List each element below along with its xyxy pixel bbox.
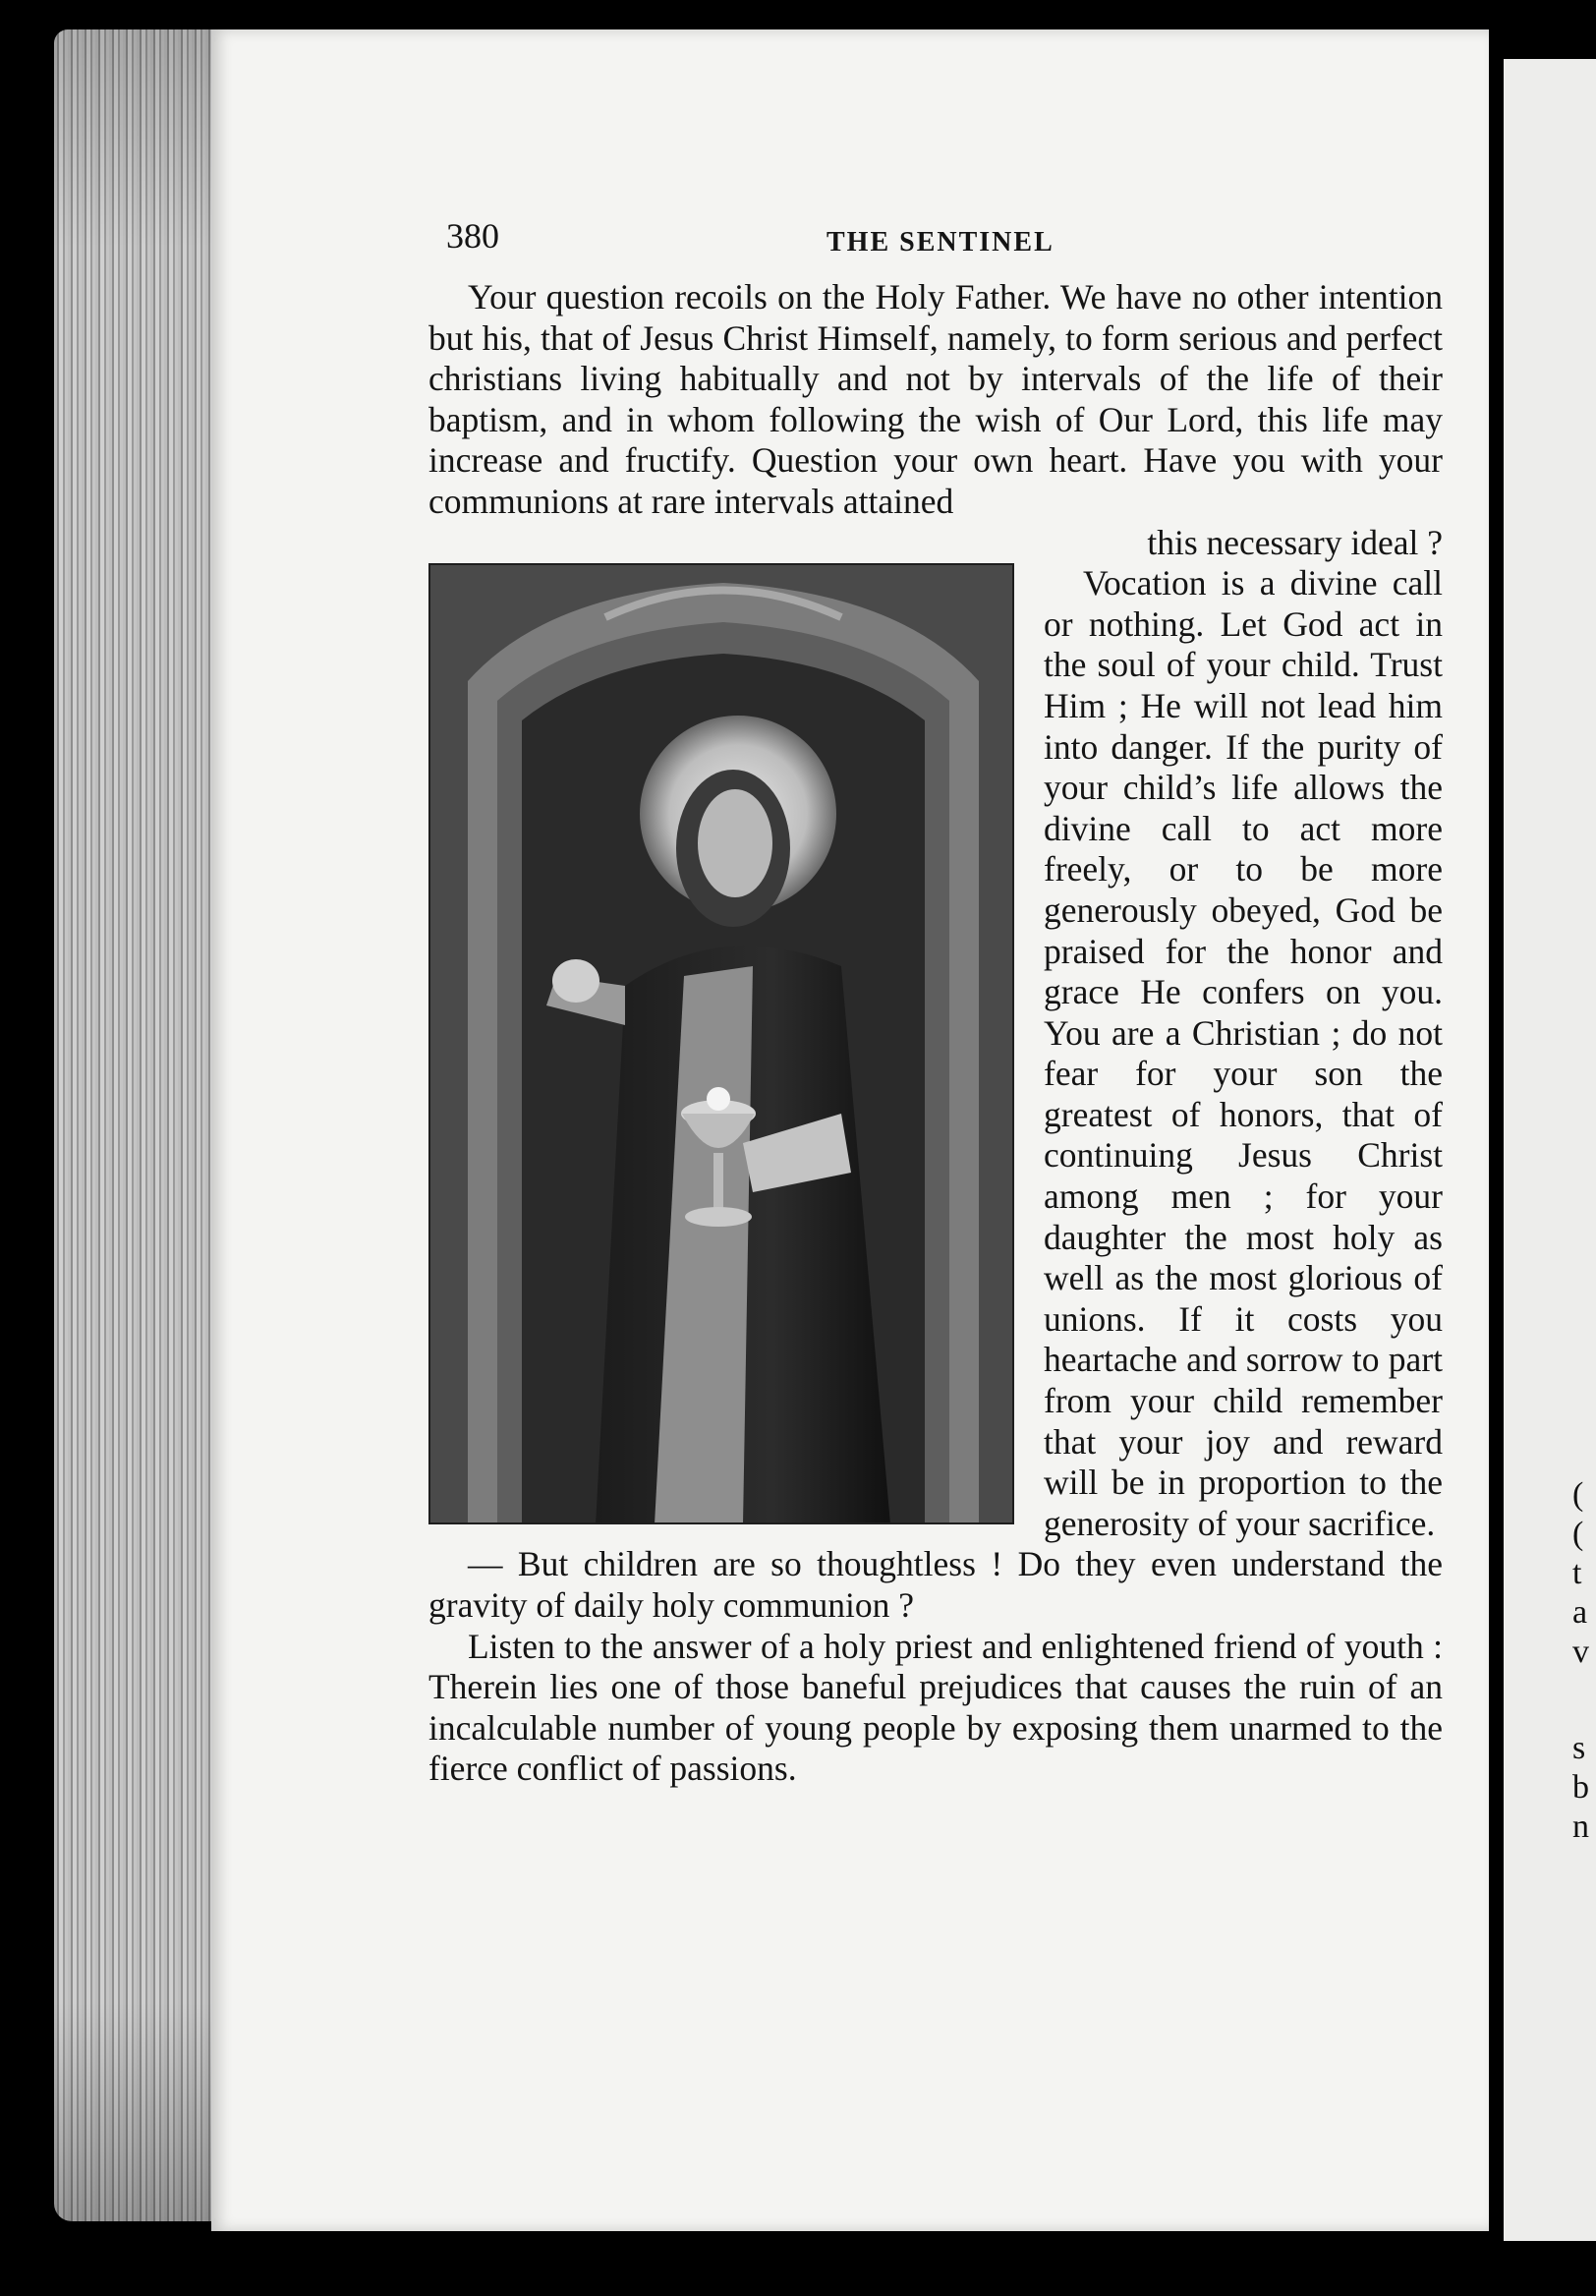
illustration-image [428,563,1014,1524]
facing-fragment: s [1572,1730,1586,1766]
figure-and-paragraph-2 [428,563,1443,1544]
paragraph-1: Your question recoils on the Holy Father. We have no other intention but his, that of Jesus Christ Himself, namely, to form serious and perfect christians living habitually and not by intervals of the life of their baptism, and in whom following the wish of Our Lord, this life may increase and fructify. Question your own heart. Have you with your communions at rare intervals attained [428,277,1443,521]
text-column [428,216,1443,1790]
paragraph-1-tail: this necessary ideal ? [1147,522,1443,562]
paragraph-2: Vocation is a divine call or nothing. Let God act in the soul of your child. Trust Him ; He will not lead him into danger. If the purity of your child’s life allows the divine call to act more freely, or to be more generously obeyed, God be praised for the honor and grace He confers on you. You are a Christian ; do not fear for your son the greatest of honors, that of continuing Jesus Christ among men ; for your daughter the most holy as well as the most glorious of unions. If it costs you heartache and sorrow to part from your child remember that your joy and reward will be in proportion to the generosity of your sacrifice. [1044,563,1443,1543]
christ-with-chalice-illustration [428,563,1014,1524]
paragraph-3: — But children are so thoughtless ! Do they even understand the gravity of daily holy communion ? [428,1544,1443,1625]
facing-fragment: t [1572,1555,1582,1591]
book-page-edges [54,29,221,2221]
facing-fragment: a [1572,1594,1588,1631]
page-number: 380 [446,216,499,256]
facing-fragment: b [1572,1769,1589,1806]
facing-fragment: ( [1572,1476,1584,1513]
paragraph-4: Listen to the answer of a holy priest and enlightened friend of youth : Therein lies one of those baneful prejudices that causes the ruin of an incalculable number of young people by exposing them unarmed to the fierce conflict of passions. [428,1626,1443,1789]
facing-fragment: n [1572,1808,1589,1845]
facing-fragment: v [1572,1634,1589,1670]
facing-fragment: ( [1572,1516,1584,1552]
page-header [428,216,1443,277]
facing-page-edge [1504,59,1596,2241]
running-title: THE SENTINEL [826,227,1054,258]
